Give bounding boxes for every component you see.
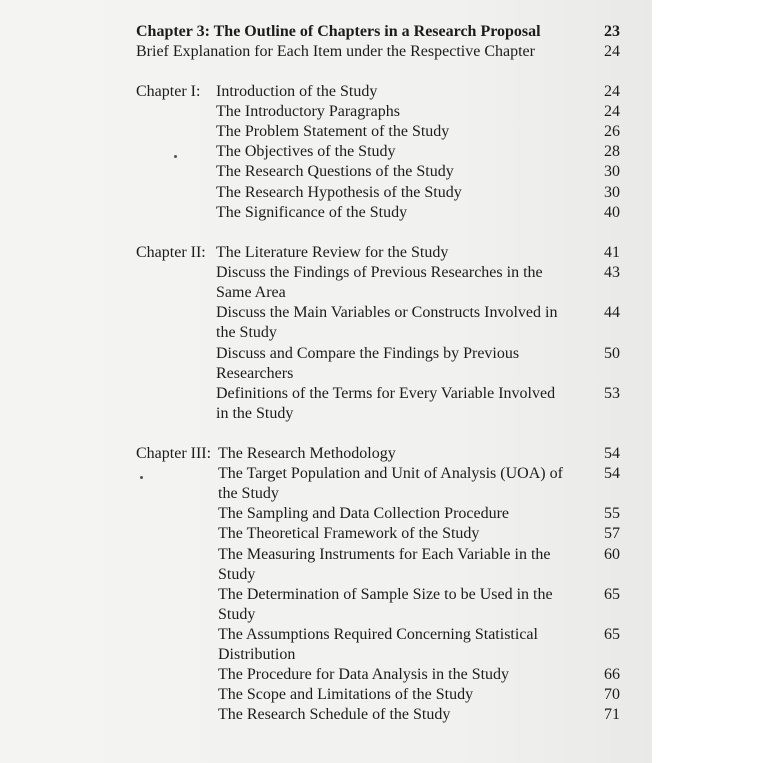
chapter-label: Chapter III: — [136, 445, 212, 462]
toc-entry-page: 70 — [604, 686, 620, 704]
toc-entry-text: The Introductory Paragraphs — [216, 103, 400, 121]
toc-entry-text: The Research Questions of the Study — [216, 163, 454, 181]
toc-entry-text: The Procedure for Data Analysis in the Study — [218, 666, 510, 684]
toc-entry-text: The Theoretical Framework of the Study — [218, 525, 480, 543]
toc-entry-text: Introduction of the Study — [216, 83, 378, 100]
toc-entry-page: 44 — [604, 304, 620, 322]
toc-entry-line — [0, 102, 652, 124]
print-speck — [140, 476, 143, 479]
toc-entry-line — [0, 504, 652, 526]
chapter-heading-page: 23 — [604, 23, 620, 40]
toc-entry-page: 43 — [604, 264, 620, 282]
toc-entry-line — [0, 162, 652, 184]
toc-entry-text: The Target Population and Unit of Analysis (UOA) of — [218, 465, 563, 483]
toc-entry-line — [0, 605, 652, 627]
toc-entry-text: The Research Schedule of the Study — [218, 706, 451, 724]
toc-entry-text: The Sampling and Data Collection Procedure — [218, 505, 510, 523]
toc-entry-line — [0, 283, 652, 305]
chapter-heading — [0, 22, 652, 44]
toc-entry-line — [0, 344, 652, 366]
brief-explanation-heading — [0, 42, 652, 64]
page-margin — [652, 0, 763, 763]
toc-entry-text: Discuss and Compare the Findings by Previous — [216, 344, 520, 362]
toc-entry-line — [0, 484, 652, 506]
toc-entry-line — [0, 323, 652, 345]
toc-entry-line — [0, 685, 652, 707]
chapter-label: Chapter II: — [136, 244, 206, 261]
toc-entry-page: 50 — [604, 344, 620, 362]
toc-entry-line — [0, 524, 652, 546]
toc-entry-page: 71 — [604, 706, 620, 724]
toc-entry-text: The Significance of the Study — [216, 203, 408, 221]
toc-entry-page: 41 — [604, 244, 620, 261]
toc-entry-page: 30 — [604, 163, 620, 181]
toc-entry-text: The Measuring Instruments for Each Variable in the — [218, 545, 551, 563]
toc-entry-text: in the Study — [216, 404, 294, 422]
toc-entry-line — [0, 585, 652, 607]
toc-entry-line — [0, 183, 652, 205]
toc-entry-page: 55 — [604, 505, 620, 523]
toc-entry-line — [0, 263, 652, 285]
toc-entry-text: Distribution — [218, 646, 296, 663]
toc-entry-line — [0, 665, 652, 687]
toc-entry-line — [0, 364, 652, 386]
toc-entry-text: The Scope and Limitations of the Study — [218, 686, 474, 704]
toc-entry-line — [0, 444, 652, 466]
toc-entry-line — [0, 203, 652, 225]
toc-entry-text: The Assumptions Required Concerning Statistical — [218, 625, 538, 643]
toc-entry-line — [0, 122, 652, 144]
toc-entry-text: The Problem Statement of the Study — [216, 123, 450, 141]
toc-entry-page: 65 — [604, 625, 620, 643]
toc-entry-line — [0, 243, 652, 265]
toc-entry-page: 30 — [604, 183, 620, 201]
toc-entry-line — [0, 705, 652, 727]
toc-entry-text: The Objectives of the Study — [216, 143, 396, 161]
toc-entry-line — [0, 625, 652, 647]
toc-entry-page: 26 — [604, 123, 620, 141]
toc-entry-text: Researchers — [216, 364, 294, 382]
brief-explanation-title: Brief Explanation for Each Item under the Respective Chapter — [136, 43, 535, 60]
toc-entry-page: 24 — [604, 83, 620, 100]
toc-entry-page: 57 — [604, 525, 620, 543]
toc-entry-text: Study — [218, 605, 256, 623]
toc-entry-text: the Study — [216, 324, 277, 342]
chapter-label: Chapter I: — [136, 83, 201, 100]
toc-entry-line — [0, 404, 652, 426]
toc-entry-page: 60 — [604, 545, 620, 563]
toc-entry-line — [0, 384, 652, 406]
toc-entry-line — [0, 565, 652, 587]
toc-entry-text: The Research Methodology — [218, 445, 396, 462]
chapter-heading-title: Chapter 3: The Outline of Chapters in a Research Proposal — [136, 23, 541, 40]
toc-entry-line — [0, 142, 652, 164]
toc-entry-line — [0, 464, 652, 486]
toc-entry-text: Same Area — [216, 284, 286, 302]
toc-entry-text: Definitions of the Terms for Every Variable Involved — [216, 384, 556, 402]
toc-entry-line — [0, 303, 652, 325]
toc-entry-page: 54 — [604, 445, 620, 462]
toc-entry-text: Discuss the Findings of Previous Researches in the — [216, 264, 543, 282]
toc-entry-text: The Research Hypothesis of the Study — [216, 183, 462, 201]
toc-entry-line — [0, 82, 652, 104]
toc-entry-text: The Determination of Sample Size to be Used in the — [218, 585, 553, 603]
toc-entry-text: Study — [218, 565, 256, 583]
toc-entry-page: 28 — [604, 143, 620, 161]
toc-entry-page: 53 — [604, 384, 620, 402]
toc-entry-text: the Study — [218, 485, 279, 503]
toc-entry-page: 54 — [604, 465, 620, 483]
toc-entry-text: The Literature Review for the Study — [216, 244, 449, 261]
toc-entry-line — [0, 645, 652, 667]
toc-entry-line — [0, 545, 652, 567]
brief-explanation-page: 24 — [604, 43, 620, 60]
print-speck — [174, 155, 177, 158]
toc-entry-page: 66 — [604, 666, 620, 684]
toc-entry-page: 24 — [604, 103, 620, 121]
toc-entry-page: 65 — [604, 585, 620, 603]
toc-entry-page: 40 — [604, 203, 620, 221]
toc-entry-text: Discuss the Main Variables or Constructs Involved in — [216, 304, 558, 322]
